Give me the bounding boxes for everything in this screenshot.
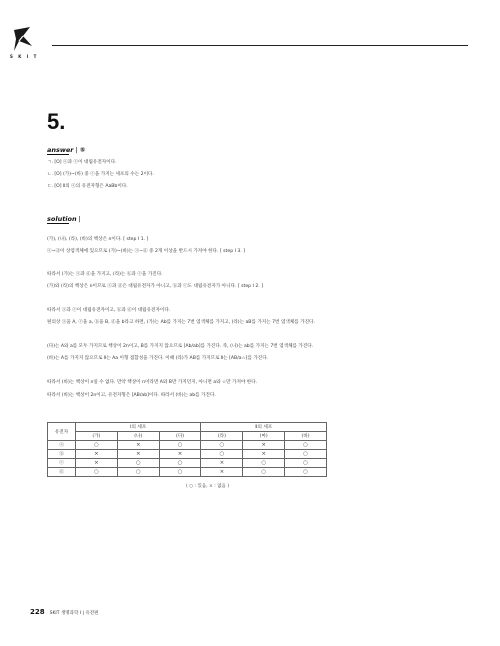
table-legend-note: ( ○ : 있음, × : 없음 ): [186, 484, 230, 489]
solution-line: (가), (나), (라), (바)의 핵상은 n이다. [ step I 1. ]: [47, 237, 149, 242]
answer-line: ㄷ. [O] Ⅱ의 ⓐ의 유전자형은 AaBb이다.: [47, 184, 128, 189]
table-header-gene: 유전자: [48, 423, 76, 441]
skit-logo-icon: [10, 24, 36, 54]
page-number: 228: [30, 608, 45, 616]
gene-cell: ⓐ: [48, 441, 76, 450]
page-footer: [30, 608, 99, 616]
footer-text: SKIT 생명과학 Ⅰ | 유전편: [49, 611, 99, 616]
answer-heading: answer | ⑤: [47, 146, 86, 154]
mark-cell: ○: [285, 459, 327, 468]
mark-cell: ×: [201, 459, 243, 468]
mark-cell: ○: [285, 450, 327, 459]
mark-cell: ×: [76, 459, 118, 468]
mark-cell: ○: [159, 459, 201, 468]
answer-line: ㄴ. [O] (가)~(바) 중 ⓒ을 가지는 세포의 수는 2이다.: [47, 172, 154, 177]
mark-cell: ○: [76, 441, 118, 450]
logo-text: S K I T: [10, 54, 39, 59]
table-header-cell: (가): [76, 432, 118, 441]
mark-cell: ×: [159, 450, 201, 459]
gene-cell: ⓒ: [48, 459, 76, 468]
table-header-group1: Ⅰ의 세포: [76, 423, 201, 432]
table-row: [48, 468, 327, 477]
gene-table: [47, 422, 327, 477]
table-row: [48, 450, 327, 459]
mark-cell: ×: [201, 468, 243, 477]
answer-label: answer: [47, 146, 74, 154]
table-header-group2: Ⅱ의 세포: [201, 423, 327, 432]
table-header-cell: (라): [201, 432, 243, 441]
mark-cell: ○: [117, 459, 159, 468]
mark-cell: ○: [243, 468, 285, 477]
table-row: [48, 459, 327, 468]
solution-line: 따라서 (바)는 핵상이 2n이고, 유전자형은 [AB/ab]이다. 따라서 (바)는 ab를 가진다.: [47, 393, 216, 398]
mark-cell: ○: [201, 450, 243, 459]
solution-line: (다)는 A와 a를 모두 가지므로 핵상이 2n이고, B를 가지지 않으므로 [Ab/ab]를 가진다. 즉, (나)는 ab를 가지는 7번 염색체를 가진다.: [47, 344, 314, 349]
question-number: 5.: [47, 109, 66, 134]
mark-cell: ○: [285, 441, 327, 450]
table-header-cell: (다): [159, 432, 201, 441]
solution-line: ⓐ~ⓓ이 상염색체에 있으므로 (가)~(바)는 ⓐ~ⓓ 중 2개 이상을 반드시 가져야 한다. [ step I 3. ]: [47, 249, 246, 254]
mark-cell: ○: [159, 441, 201, 450]
solution-heading: solution |: [47, 215, 81, 223]
mark-cell: ○: [201, 441, 243, 450]
answer-line: ㄱ. [O] ⓐ과 ⓒ이 대립유전자이다.: [47, 160, 117, 165]
mark-cell: ×: [243, 441, 285, 450]
answer-value: ⑤: [79, 146, 86, 154]
table-header-cell: (나): [117, 432, 159, 441]
mark-cell: ○: [117, 468, 159, 477]
solution-line: 따라서 (가)는 ⓐ과 ⓓ을 가지고, (라)는 ⓑ과 ⓒ을 가진다.: [47, 272, 163, 277]
solution-line: (가)와 (라)의 핵상은 n이므로 ⓐ과 ⓓ은 대립유전자가 아니고, ⓑ과 ⓒ도 대립유전자가 아니다. [ step I 2. ]: [47, 284, 264, 289]
mark-cell: ○: [243, 459, 285, 468]
header-rule: [52, 45, 468, 46]
mark-cell: ×: [76, 450, 118, 459]
solution-line: 따라서 (바)는 핵상이 n일 수 없다. 만약 핵상이 n이라면 A와 B만 가지던지, 아니면 a와 ☆만 가져야 한다.: [47, 380, 258, 385]
solution-line: (바)는 A를 가지지 않으므로 Ⅱ는 Aa 이형 접합성을 가진다. 이때 (라)가 AB를 가지므로 Ⅱ는 [AB/a☆]를 가진다.: [47, 356, 269, 361]
answer-underline: [47, 154, 69, 155]
gene-cell: ⓑ: [48, 450, 76, 459]
mark-cell: ×: [117, 441, 159, 450]
mark-cell: ○: [285, 468, 327, 477]
mark-cell: ○: [76, 468, 118, 477]
solution-label: solution: [47, 215, 77, 223]
table-row: [48, 441, 327, 450]
mark-cell: ×: [243, 450, 285, 459]
solution-line: 편의상 ⓐ을 A, ⓒ을 a, ⓑ을 B, ⓓ을 b라고 하면, (가)는 Ab를 가지는 7번 염색체를 가지고, (라)는 aB를 가지는 7번 염색체를 가진다.: [47, 320, 315, 325]
table-header-cell: (마): [243, 432, 285, 441]
gene-cell: ⓓ: [48, 468, 76, 477]
mark-cell: ○: [159, 468, 201, 477]
table-header-cell: (바): [285, 432, 327, 441]
mark-cell: ×: [117, 450, 159, 459]
solution-underline: [47, 223, 69, 224]
solution-line: 따라서 ⓐ과 ⓒ이 대립유전자이고, ⓑ과 ⓓ이 대립유전자이다.: [47, 308, 171, 313]
